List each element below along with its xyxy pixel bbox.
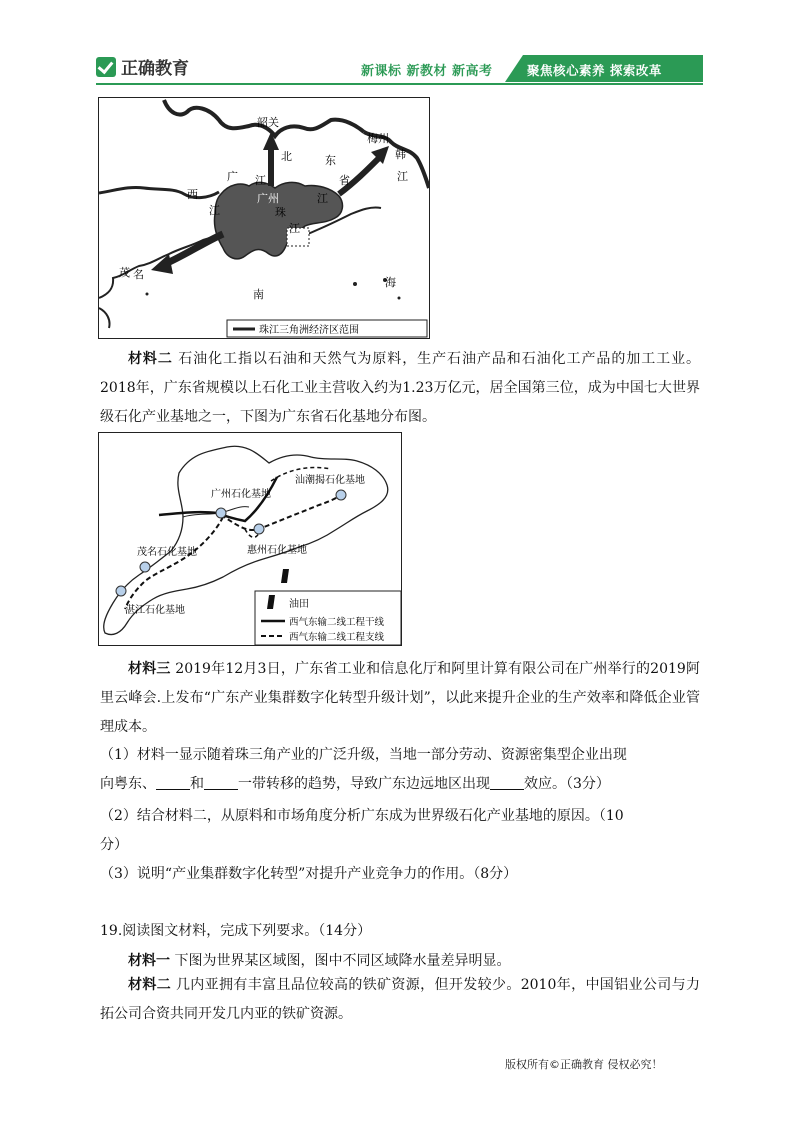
- logo-text: 正确教育: [121, 59, 189, 79]
- label-sheng: 省: [339, 174, 350, 187]
- q19-material-one-title: 材料一: [128, 953, 170, 969]
- material-two-paragraph: [100, 345, 700, 432]
- q19-material-two-title: 材料二: [128, 977, 172, 993]
- material-two-title: 材料二: [128, 351, 173, 367]
- label-jiang-bei: 江: [255, 174, 266, 187]
- header-divider: [96, 83, 703, 85]
- page-footer: 版权所有©正确教育 侵权必究！: [505, 1058, 663, 1071]
- q19-material-two-text: 几内亚拥有丰富且品位较高的铁矿资源，但开发较少。2010年，中国铝业公司与力拓公司合资共同开发几内亚的铁矿资源。: [100, 977, 701, 1022]
- label-mao: 茂: [119, 266, 130, 279]
- label-zhanjiang-base: 湛江石化基地: [125, 605, 185, 616]
- material-three-text: 2019年12月3日，广东省工业和信息化厅和阿里计算有限公司在广州举行的2019阿里云峰会.上发布“广东产业集群数字化转型升级计划”，以此来提升企业的生产效率和降低企业管理成本。: [100, 661, 701, 735]
- material-three-paragraph: [100, 655, 700, 742]
- legend-oilfield: 油田: [289, 599, 309, 610]
- q1-blank-2[interactable]: [204, 775, 238, 790]
- legend-branchline: 西气东输二线工程支线: [289, 632, 385, 643]
- petrochemical-bases-map: [98, 432, 402, 646]
- banner-text: 聚焦核心素养 探索改革: [527, 63, 662, 78]
- question-2-line-b: 分）: [100, 837, 128, 853]
- label-meizhou: 梅州: [367, 132, 389, 145]
- q1-text-4: 效应。（3分）: [524, 776, 610, 792]
- brand-logo: [96, 54, 189, 79]
- material-two-text: 石油化工指以石油和天然气为原料，生产石油产品和石油化工产品的加工工业。2018年，广东省规模以上石化工业主营收入约为1.23万亿元，居全国第三位，成为中国七大世界级石化产业基地之一，下图为广东省石化基地分布图。: [100, 351, 701, 425]
- label-hai: 海: [385, 276, 396, 289]
- question-19-material-one: [128, 950, 510, 970]
- q1-blank-3[interactable]: [490, 775, 524, 790]
- label-han: 韩: [395, 148, 406, 161]
- label-shantou-base: 汕潮揭石化基地: [295, 475, 365, 486]
- label-shaoguan: 韶关: [257, 116, 279, 129]
- label-guang: 广: [227, 170, 238, 183]
- checkmark-icon: [96, 57, 116, 77]
- q1-text-1: 向粤东、: [100, 776, 156, 792]
- q1-text-2: 和: [190, 776, 204, 792]
- material-three-title: 材料三: [128, 661, 171, 677]
- legend-delta-range: 珠江三角洲经济区范围: [259, 325, 359, 336]
- q1-blank-1[interactable]: [156, 775, 190, 790]
- question-19-heading: 19.阅读图文材料，完成下列要求。（14分）: [100, 923, 372, 939]
- label-zhu: 珠: [275, 206, 286, 219]
- label-ming: 名: [133, 268, 144, 281]
- pearl-river-delta-map: [98, 97, 430, 339]
- label-bei: 北: [281, 150, 292, 163]
- q19-material-one-text: 下图为世界某区域图，图中不同区域降水量差异明显。: [174, 953, 511, 969]
- label-dong: 东: [325, 154, 336, 167]
- question-1-line-b: [100, 773, 610, 793]
- label-nan: 南: [253, 288, 264, 301]
- question-3-line: （3）说明“产业集群数字化转型”对提升产业竞争力的作用。（8分）: [100, 866, 518, 882]
- label-jiang-dong: 江: [317, 192, 328, 205]
- legend-mainline: 西气东输二线工程干线: [289, 617, 385, 628]
- label-xi: 西: [187, 188, 198, 201]
- label-huizhou-base: 惠州石化基地: [247, 545, 307, 556]
- page-header: [0, 0, 800, 92]
- question-1-line-a: （1）材料一显示随着珠三角产业的广泛升级，当地一部分劳动、资源密集型企业出现: [100, 747, 627, 763]
- question-2-line-a: （2）结合材料二，从原料和市场角度分析广东成为世界级石化产业基地的原因。（10: [100, 808, 624, 824]
- header-slogan: 新课标 新教材 新高考: [361, 64, 493, 79]
- label-maoming-base: 茂名石化基地: [137, 547, 197, 558]
- label-guangzhou-base: 广州石化基地: [211, 489, 271, 500]
- question-19-material-two: [100, 971, 700, 1029]
- label-jiang-zhu: 江: [289, 222, 300, 235]
- label-jiang-han: 江: [397, 170, 408, 183]
- q1-text-3: 一带转移的趋势，导致广东边远地区出现: [238, 776, 490, 792]
- label-jiang-xi: 江: [209, 204, 220, 217]
- label-guangzhou: 广州: [257, 192, 279, 205]
